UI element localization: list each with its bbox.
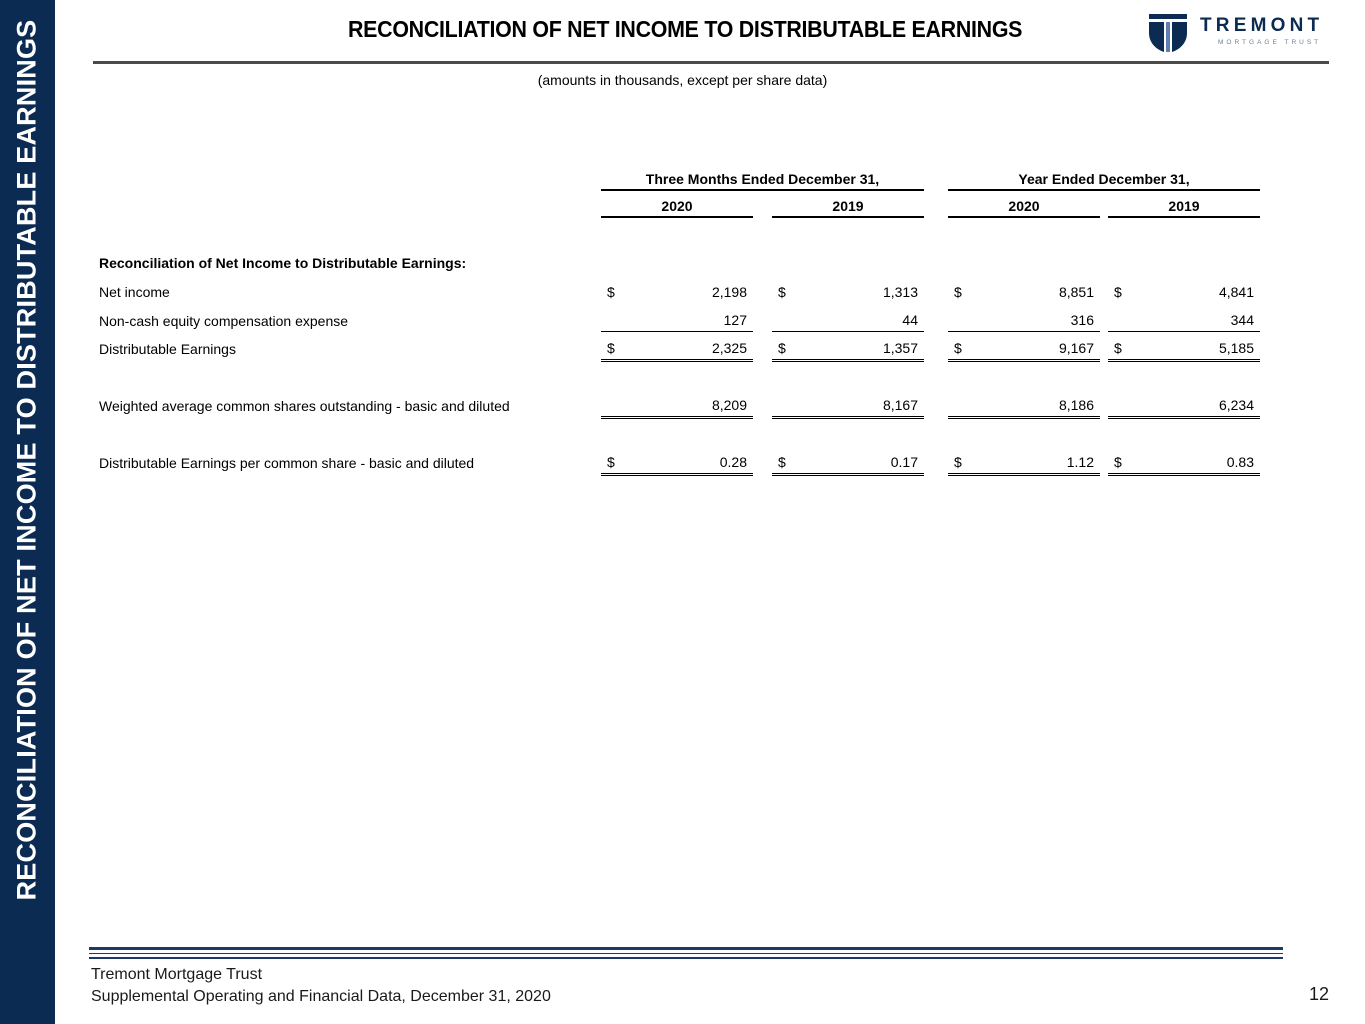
footer-report-title: Supplemental Operating and Financial Data, December 31, 2020 (91, 988, 551, 1005)
row-label-net-income: Net income (99, 284, 170, 300)
table-cell: $ 0.28 (601, 454, 753, 476)
column-header-y-2019: 2019 (1108, 198, 1260, 218)
table-cell: $ 1,357 (772, 340, 924, 362)
table-cell: 44 (772, 312, 924, 332)
amounts-note: (amounts in thousands, except per share data) (537, 72, 828, 88)
row-label-weighted-shares: Weighted average common shares outstanding - basic and diluted (99, 398, 510, 414)
table-cell: $ 1,313 (778, 284, 918, 300)
page-number: 12 (1309, 984, 1330, 1004)
column-group-three-months: Three Months Ended December 31, (601, 171, 924, 191)
column-header-y-2020: 2020 (948, 198, 1100, 218)
table-cell: $ 5,185 (1108, 340, 1260, 362)
page-title: RECONCILIATION OF NET INCOME TO DISTRIBUTABLE EARNINGS (348, 16, 1023, 42)
table-cell: $ 1.12 (948, 454, 1100, 476)
table-cell: $ 2,325 (601, 340, 753, 362)
table-cell: 344 (1108, 312, 1260, 332)
footer-divider-thin (89, 953, 1283, 954)
column-group-year: Year Ended December 31, (948, 171, 1260, 191)
tremont-logo-icon (1148, 13, 1188, 53)
logo-wordmark: TREMONT (1200, 15, 1324, 36)
row-label-distributable-earnings: Distributable Earnings (99, 341, 236, 357)
row-label-earnings-per-share: Distributable Earnings per common share - basic and diluted (99, 455, 475, 471)
footer-divider (89, 947, 1283, 950)
sidebar (0, 0, 55, 1024)
table-cell: 127 (601, 312, 753, 332)
logo-subtitle: MORTGAGE TRUST (1218, 39, 1322, 46)
table-cell: 316 (948, 312, 1100, 332)
table-cell: 8,209 (601, 397, 753, 419)
footer-divider-bottom (89, 957, 1283, 959)
table-cell: $ 0.17 (772, 454, 924, 476)
sidebar-title: RECONCILIATION OF NET INCOME TO DISTRIBUTABLE EARNINGS (11, 19, 42, 901)
footer-company: Tremont Mortgage Trust (91, 966, 263, 983)
header-divider (93, 61, 1329, 64)
table-cell: $ 4,841 (1114, 284, 1254, 300)
column-header-q-2019: 2019 (772, 198, 924, 218)
table-cell: $ 2,198 (607, 284, 747, 300)
table-cell: $ 9,167 (948, 340, 1100, 362)
table-cell: 8,167 (772, 397, 924, 419)
row-label-non-cash-comp: Non-cash equity compensation expense (99, 313, 349, 329)
table-cell: 8,186 (948, 397, 1100, 419)
table-cell: $ 8,851 (954, 284, 1094, 300)
table-cell: 6,234 (1108, 397, 1260, 419)
section-heading: Reconciliation of Net Income to Distributable Earnings: (99, 255, 467, 271)
column-header-q-2020: 2020 (601, 198, 753, 218)
company-logo (1148, 13, 1333, 53)
table-cell: $ 0.83 (1108, 454, 1260, 476)
